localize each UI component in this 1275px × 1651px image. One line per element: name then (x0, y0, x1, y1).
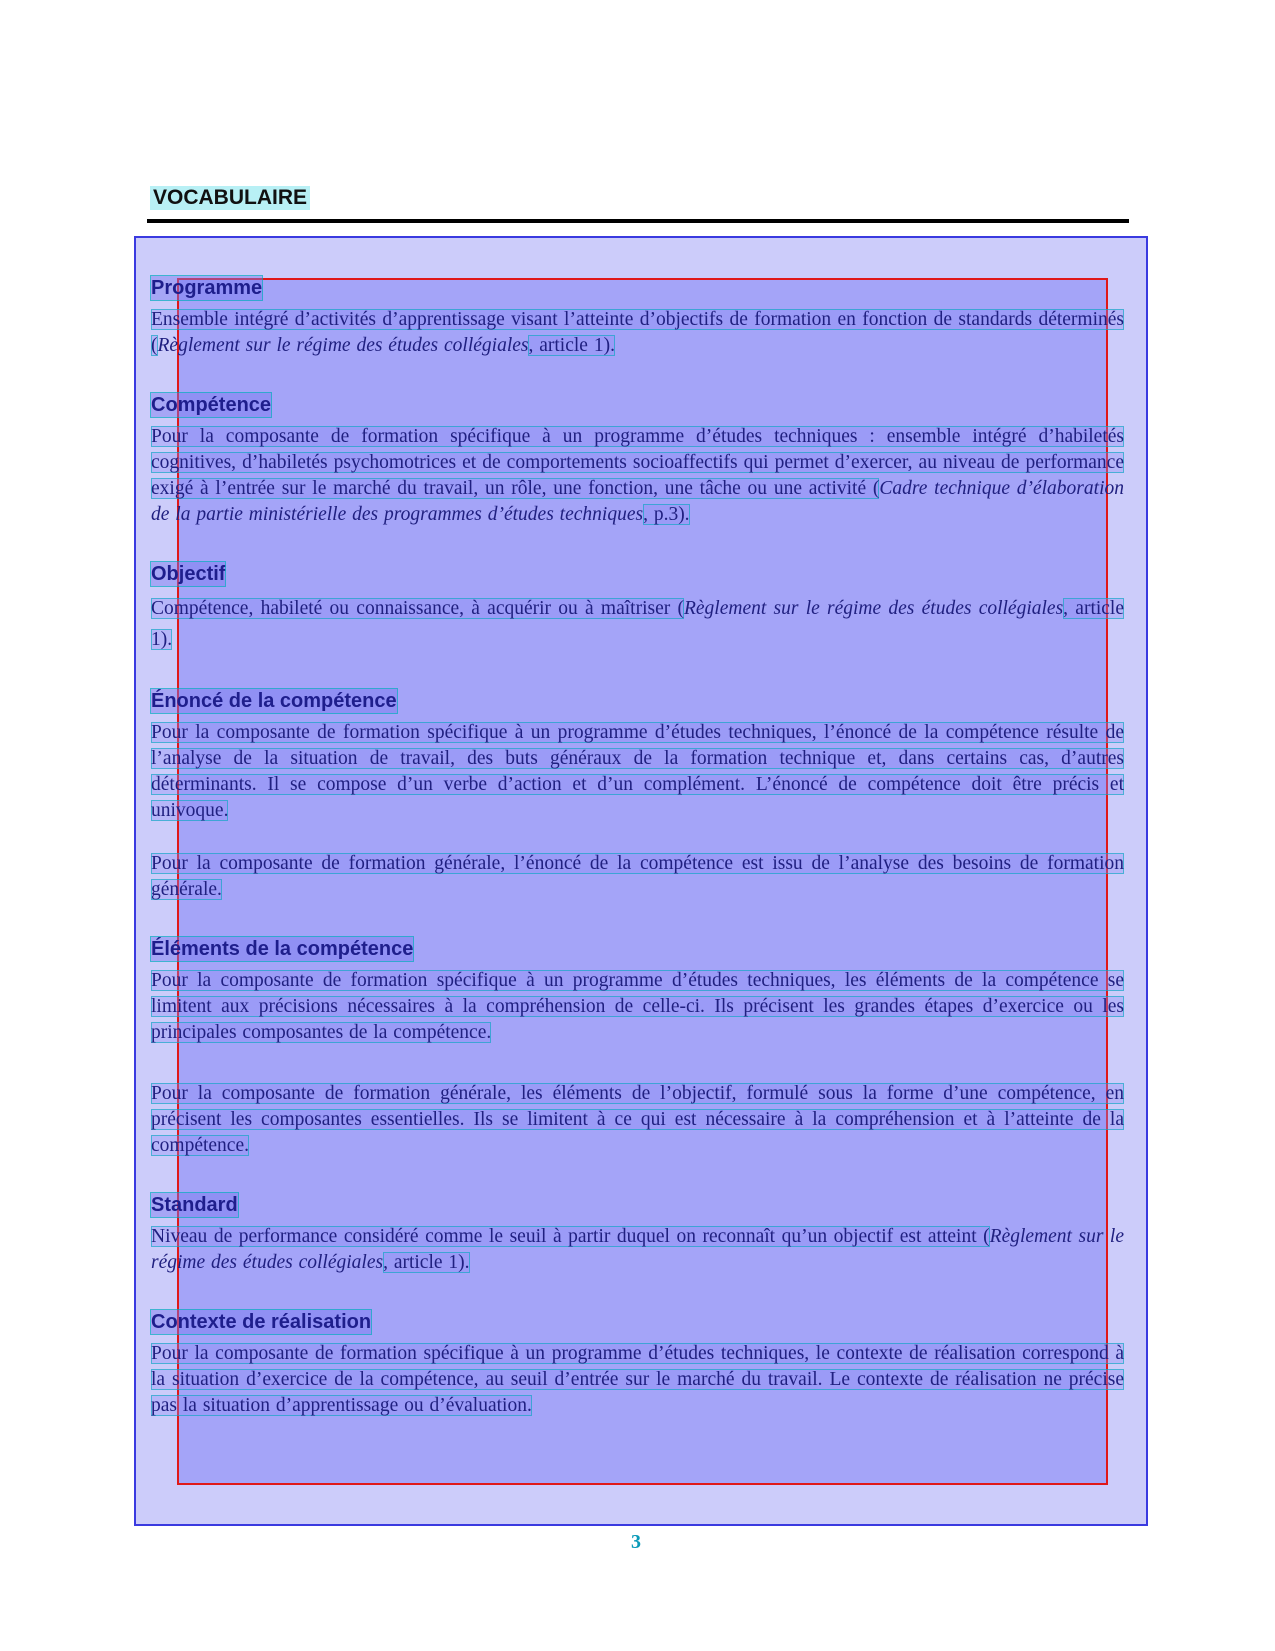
definition-text: Compétence, habileté ou connaissance, à acquérir ou à maîtriser ( (151, 598, 684, 619)
definition-text: Pour la composante de formation spécifique à un programme d’études techniques : ensemble intégré d’habiletés cognitives, d’habiletés psychomotrices et de comportements socioaffectifs qui permet d’exercer, au niveau de performance exigé à l’entrée sur le marché du travail, un rôle, une fonction, une tâche ou une activité ( (151, 426, 1124, 499)
definition-text: Pour la composante de formation spécifique à un programme d’études techniques, le contexte de réalisation correspond à la situation d’exercice de la compétence, au seuil d’entrée sur le marché du travail. Le contexte de réalisation ne précise pas la situation d’apprentissage ou d’évaluation. (151, 1343, 1124, 1416)
definition-text: Pour la composante de formation spécifique à un programme d’études techniques, l’énoncé de la compétence résulte de l’analyse de la situation de travail, des buts généraux de la formation technique et, dans certains cas, d’autres déterminants. Il se compose d’un verbe d’action et d’un complément. L’énoncé de compétence doit être précis et univoque. (151, 722, 1124, 821)
entry-standard (151, 1193, 1124, 1276)
definition-paragraph (151, 720, 1124, 824)
definition-paragraph (151, 1081, 1124, 1159)
term-heading: Éléments de la compétence (151, 938, 414, 960)
citation-italic: Cadre technique d’élaboration de la partie ministérielle des programmes d’études techniques (151, 478, 1124, 525)
definition-paragraph (151, 1224, 1124, 1276)
definition-text: Pour la composante de formation spécifique à un programme d’études techniques, les éléments de la compétence se limitent aux précisions nécessaires à la compréhension de celle-ci. Ils précisent les grandes étapes d’exercice ou les principales composantes de la compétence. (151, 970, 1124, 1043)
entry-elements-competence (151, 937, 1124, 1159)
vocabulary-list (151, 276, 1124, 1419)
term-heading: Compétence (151, 394, 272, 416)
term-heading: Contexte de réalisation (151, 1311, 372, 1333)
definition-text: Niveau de performance considéré comme le seuil à partir duquel on reconnaît qu’un objectif est atteint ( (151, 1226, 990, 1247)
page-title: VOCABULAIRE (150, 186, 310, 210)
entry-competence (151, 393, 1124, 528)
entry-programme (151, 276, 1124, 359)
definition-text-end: , article 1). (383, 1252, 470, 1273)
definition-text: Pour la composante de formation générale, les éléments de l’objectif, formulé sous la forme d’une compétence, en précisent les composantes essentielles. Ils se limitent à ce qui est nécessaire à la compréhension et à l’atteinte de la compétence. (151, 1083, 1124, 1156)
entry-contexte-realisation (151, 1310, 1124, 1419)
definition-paragraph (151, 424, 1124, 528)
entry-objectif (151, 562, 1124, 655)
citation-italic: Règlement sur le régime des études collégiales (151, 1226, 1125, 1273)
definition-text-end: , article 1). (528, 335, 615, 356)
term-heading: Énoncé de la compétence (151, 690, 397, 712)
page-number: 3 (631, 1531, 641, 1553)
definition-paragraph (151, 307, 1124, 359)
entry-enonce-competence (151, 689, 1124, 903)
definition-paragraph (151, 1341, 1124, 1419)
term-heading: Programme (151, 277, 263, 299)
definition-text-end: , p.3). (643, 504, 690, 525)
definition-paragraph (151, 968, 1124, 1046)
definition-paragraph (151, 593, 1124, 655)
definition-text: Ensemble intégré d’activités d’apprentissage visant l’atteinte d’objectifs de formation en fonction de standards déterminés ( (151, 309, 1124, 356)
definition-text-end: , article 1). (151, 598, 1125, 650)
definition-paragraph (151, 851, 1124, 903)
term-heading: Objectif (151, 563, 226, 585)
heading-divider (147, 219, 1129, 223)
term-heading: Standard (151, 1194, 238, 1216)
definition-text: Pour la composante de formation générale, l’énoncé de la compétence est issu de l’analyse des besoins de formation générale. (151, 853, 1124, 900)
citation-italic: Règlement sur le régime des études collégiales (683, 598, 1064, 619)
citation-italic: Règlement sur le régime des études collégiales (157, 335, 529, 356)
